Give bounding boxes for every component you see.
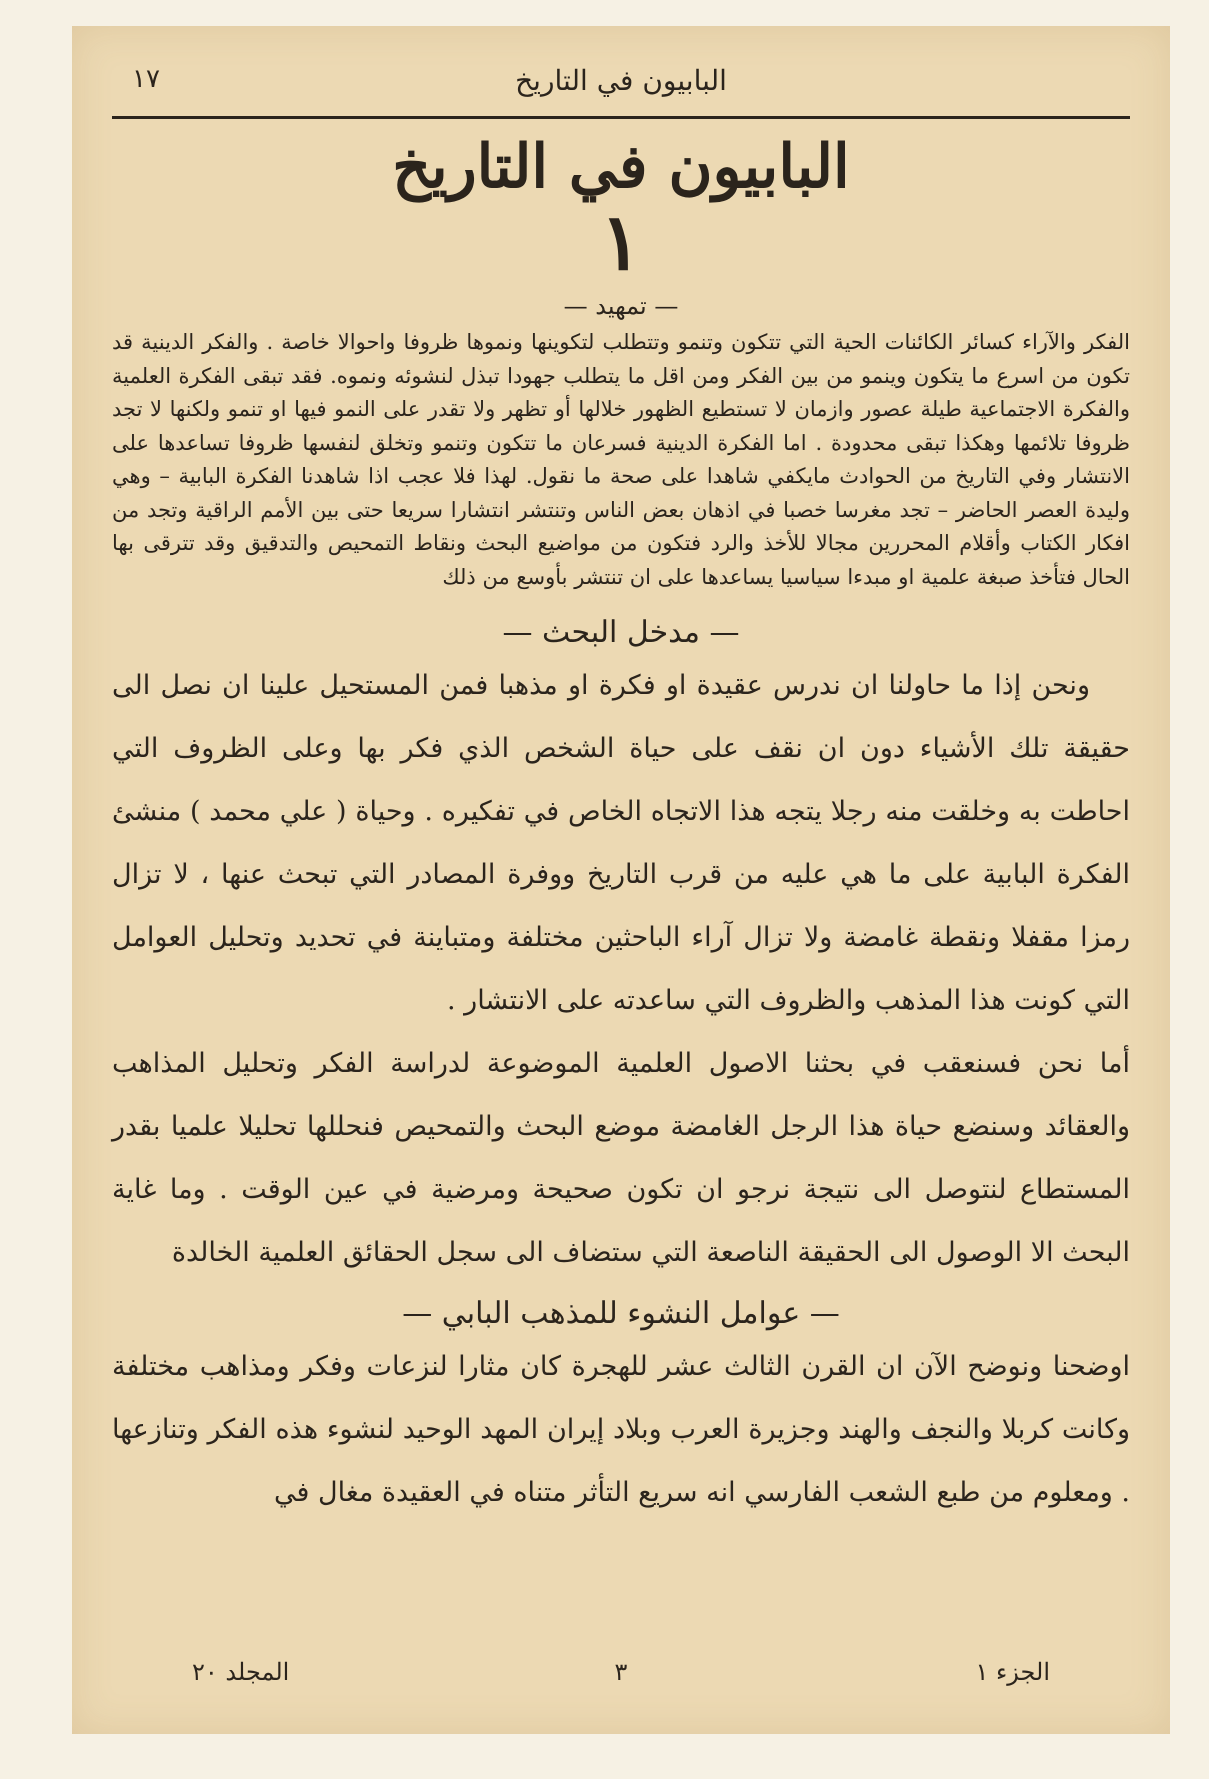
factors-heading: — عوامل النشوء للمذهب البابي — <box>402 1296 840 1331</box>
page-header <box>112 64 1130 110</box>
intro-paragraph: الفكر والآراء كسائر الكائنات الحية التي تتكون وتنمو وتتطلب لتكوينها ونموها ظروفا واحوالا خاصة . والفكر الدينية قد تكون من اسرع ما يتكون وينمو من بين الفكر ومن اقل ما يتطلب جهودا تبذل لنشوئه ونموه. فقد تبقى الفكرة العلمية والفكرة الاجتماعية طيلة عصور وازمان لا تستطيع الظهور خلالها أو تظهر ولا تقدر على النمو فيها او تنمو ولكنها لا تجد ظروفا تلائمها وهكذا تبقى محدودة . اما الفكرة الدينية فسرعان ما تتكون وتنمو وتخلق لنفسها ظروفا تساعدها على الانتشار وفي التاريخ من الحوادث مايكفي شاهدا على صحة ما نقول. لهذا فلا عجب اذا شاهدنا الفكرة البابية – وهي وليدة العصر الحاضر – تجد مغرسا خصبا في اذهان بعض الناس وتنتشر انتشارا سريعا حتى بين الأمم الراقية وتجد من افكار الكتاب وأقلام المحررين مجالا للأخذ والرد فتكون من مواضيع البحث ونقاط التمحيص والتدقيق وقد تترقى بها الحال فتأخذ صبغة علمية او مبدءا سياسيا يساعدها على ان تنتشر بأوسع من ذلك <box>112 330 1131 589</box>
entry-heading: — مدخل البحث — <box>502 615 740 650</box>
entry-paragraph-1: ونحن إذا ما حاولنا ان ندرس عقيدة او فكرة او مذهبا فمن المستحيل علينا ان نصل الى حقيقة تلك الأشياء دون ان نقف على حياة الشخص الذي فكر بها وعلى الظروف التي احاطت به وخلقت منه رجلا يتجه هذا الاتجاه الخاص في تفكيره . وحياة ( علي محمد ) منشئ الفكرة البابية على ما هي عليه من قرب التاريخ ووفرة المصادر التي تبحث عنها ، لا تزال رمزا مقفلا ونقطة غامضة ولا تزال آراء الباحثين مختلفة ومتباينة في تحديد وتحليل العوامل التي كونت هذا المذهب والظروف التي ساعدته على الانتشار . <box>112 670 1130 1016</box>
scanned-page <box>72 26 1170 1734</box>
page-footer <box>112 1658 1130 1698</box>
page-number: ١٧ <box>132 64 160 94</box>
page-content <box>112 64 1130 1524</box>
running-title: البابيون في التاريخ <box>515 64 727 97</box>
footer-volume: المجلد ٢٠ <box>192 1658 290 1686</box>
factors-paragraph-1: اوضحنا ونوضح الآن ان القرن الثالث عشر للهجرة كان مثارا لنزعات وفكر ومذاهب مختلفة وكانت كربلا والنجف والهند وجزيرة العرب وبلاد إيران المهد الوحيد لنشوء هذه الفكر وتنازعها . ومعلوم من طبع الشعب الفارسي انه سريع التأثر متناه في العقيدة مغال في <box>112 1351 1130 1508</box>
intro-heading: — تمهيد — <box>563 292 679 320</box>
article-title: البابيون في التاريخ <box>392 132 850 202</box>
header-rule <box>112 116 1130 119</box>
entry-paragraph-2: أما نحن فسنعقب في بحثنا الاصول العلمية الموضوعة لدراسة الفكر وتحليل المذاهب والعقائد وسنضع حياة هذا الرجل الغامضة موضع البحث والتمحيص فنحللها تحليلا علميا بقدر المستطاع لنتوصل الى نتيجة نرجو ان تكون صحيحة ومرضية في عين الوقت . وما غاية البحث الا الوصول الى الحقيقة الناصعة التي ستضاف الى سجل الحقائق العلمية الخالدة <box>112 1048 1130 1268</box>
footer-page: ٣ <box>614 1658 628 1686</box>
part-number: ١ <box>600 197 642 288</box>
footer-part: الجزء ١ <box>975 1658 1050 1686</box>
